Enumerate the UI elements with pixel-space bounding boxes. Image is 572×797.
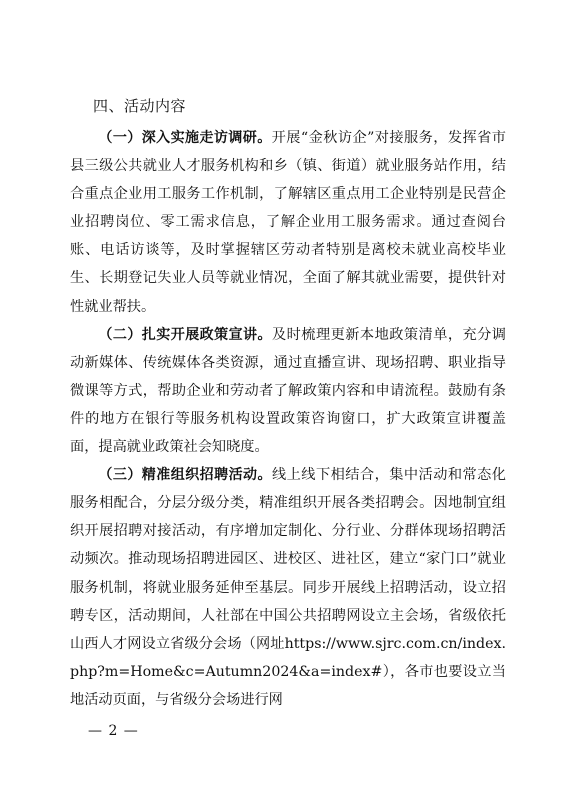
body-text — [70, 124, 506, 714]
paragraph-1-text: 开展“金秋访企”对接服务，发挥省市县三级公共就业人才服务机构和乡（镇、街道）就业服务站作用，结合重点企业用工服务工作机制，了解辖区重点用工企业特别是民营企业招聘岗位、零工需求信息，了解企业用工服务需求。通过查阅台账、电话访谈等，及时掌握辖区劳动者特别是离校未就业高校毕业生、长期登记失业人员等就业情况，全面了解其就业需要，提供针对性就业帮扶。 — [70, 130, 506, 315]
paragraph-3-lead: （三）精准组织招聘活动。 — [98, 467, 272, 484]
paragraph-3 — [70, 461, 506, 714]
paragraph-1-lead: （一）深入实施走访调研。 — [98, 130, 272, 146]
paragraph-2-text: 及时梳理更新本地政策清单，充分调动新媒体、传统媒体各类资源，通过直播宣讲、现场招聘、职业指导微课等方式，帮助企业和劳动者了解政策内容和申请流程。鼓励有条件的地方在银行等服务机构设置政策咨询窗口，扩大政策宣讲覆盖面，提高就业政策社会知晓度。 — [70, 326, 506, 456]
paragraph-3-tail: ），各市也要设立当地活动页面，与省级分会场进行网 — [70, 663, 506, 708]
paragraph-2 — [70, 321, 506, 461]
paragraph-2-lead: （二）扎实开展政策宣讲。 — [98, 326, 272, 343]
paragraph-3-text: 线上线下相结合，集中活动和常态化服务相配合，分层分级分类，精准组织开展各类招聘会。因地制宜组织开展招聘对接活动，有序增加定制化、分行业、分群体现场招聘活动频次。推动现场招聘进园区、进校区、进社区，建立“家门口”就业服务机制，将就业服务延伸至基层。同步开展线上招聘活动，设立招聘专区，活动期间，人社部在中国公共招聘网设立主会场，省级依托山西人才网设立省级分会场（网址 — [70, 467, 506, 652]
page-number: — 2 — — [88, 723, 139, 739]
paragraph-1 — [70, 124, 506, 321]
website-url: https://www.sjrc.com.cn/index.php?m=Home&c=Autumn2024&a=index# — [70, 635, 506, 680]
section-heading: 四、活动内容 — [93, 97, 187, 115]
